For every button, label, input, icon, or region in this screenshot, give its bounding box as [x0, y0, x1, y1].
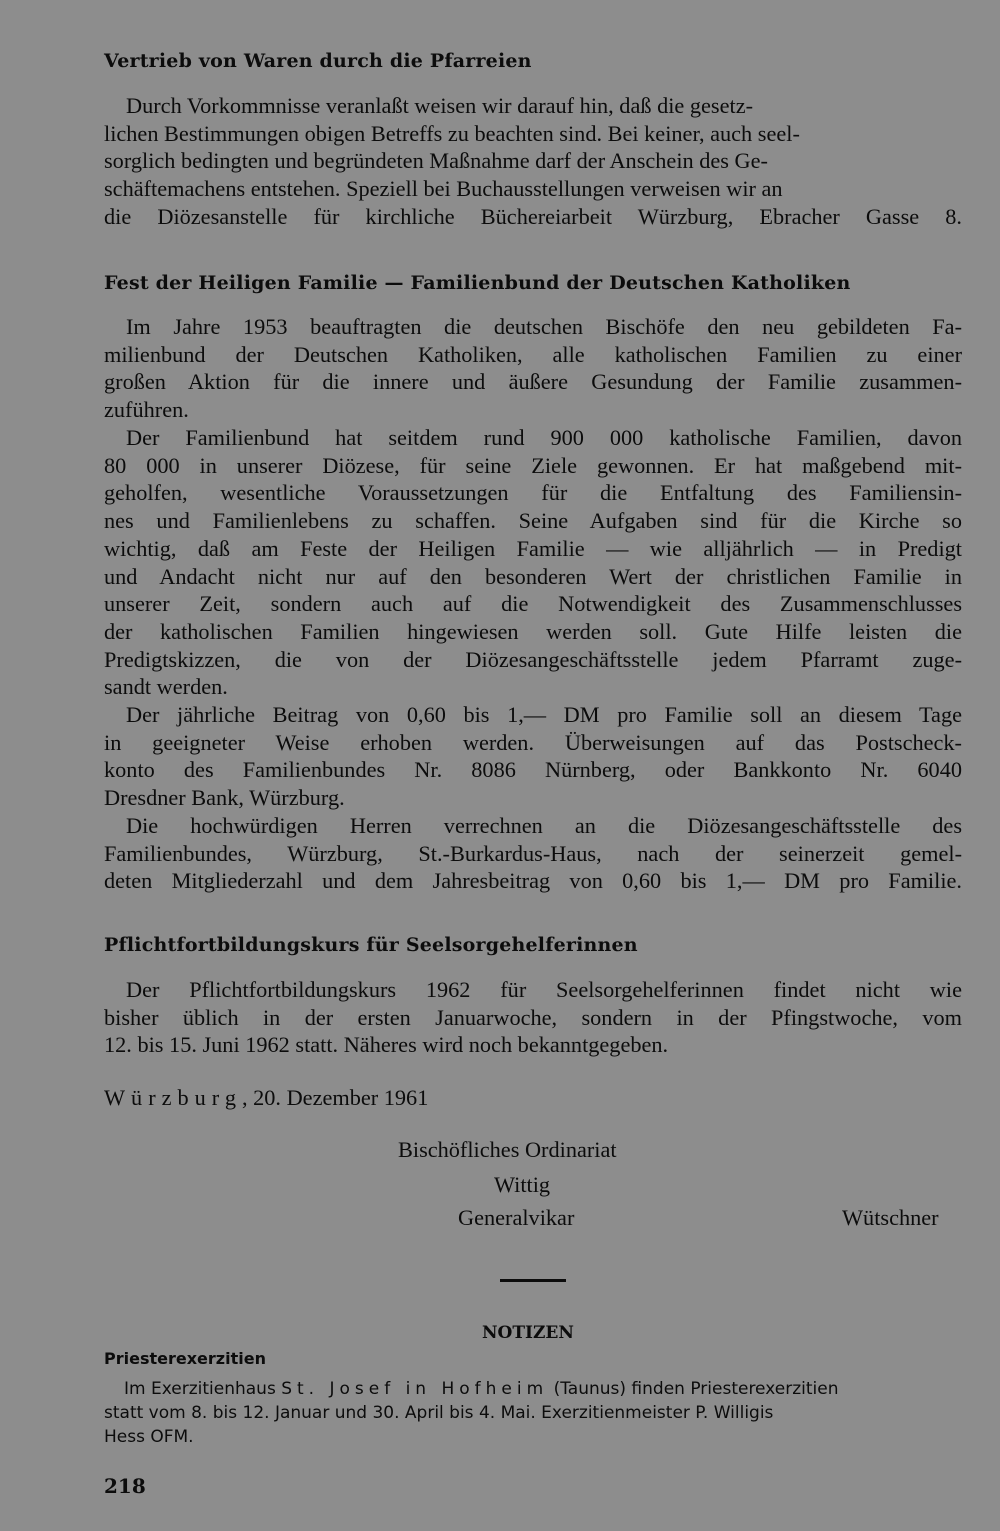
signature-office: Bischöfliches Ordinariat — [398, 1137, 617, 1162]
paragraph-familie-3 — [104, 701, 962, 812]
text-line: in geeigneter Weise erhoben werden. Überweisungen auf das Postscheck- — [104, 729, 962, 755]
notes-heading: Priesterexerzitien — [104, 1349, 266, 1368]
signature-name: Wittig — [494, 1172, 551, 1197]
dateline-date: , 20. Dezember 1961 — [241, 1085, 429, 1110]
paragraph-familie-2 — [104, 424, 962, 701]
signature-title: Generalvikar — [458, 1205, 575, 1230]
text-line: und Andacht nicht nur auf den besonderen Wert der christlichen Familie in — [104, 563, 962, 589]
text-line: sorglich bedingten und begründeten Maßnahme darf der Anschein des Ge- — [104, 148, 768, 174]
notes-line: statt vom 8. bis 12. Januar und 30. April bis 4. Mai. Exerzitienmeister P. Willigis — [104, 1403, 774, 1423]
text-line: großen Aktion für die innere und äußere Gesundung der Familie zusammen- — [104, 369, 962, 395]
section-heading-familie: Fest der Heiligen Familie — Familienbund der Deutschen Katholiken — [104, 272, 851, 294]
text-line: die Diözesanstelle für kirchliche Büchereiarbeit Würzburg, Ebracher Gasse 8. — [104, 203, 962, 229]
paragraph-familie-4 — [104, 812, 962, 895]
text-line: unserer Zeit, sondern auch auf die Notwendigkeit des Zusammenschlusses — [104, 591, 962, 617]
notes-line — [104, 1377, 962, 1401]
paragraph-familie-1 — [104, 313, 962, 424]
text-line: Predigtskizzen, die von der Diözesangeschäftsstelle jedem Pfarramt zuge- — [104, 646, 962, 672]
text-line: sandt werden. — [104, 674, 228, 700]
text-line: konto des Familienbundes Nr. 8086 Nürnberg, oder Bankkonto Nr. 6040 — [104, 757, 962, 783]
notes-title: NOTIZEN — [482, 1323, 574, 1343]
text-line: der katholischen Familien hingewiesen werden soll. Gute Hilfe leisten die — [104, 618, 962, 644]
text-line: deten Mitgliederzahl und dem Jahresbeitrag von 0,60 bis 1,— DM pro Familie. — [104, 868, 962, 894]
text-line: Durch Vorkommnisse veranlaßt weisen wir darauf hin, daß die gesetz- — [126, 93, 754, 118]
text-line: bisher üblich in der ersten Januarwoche, sondern in der Pfingstwoche, vom — [104, 1004, 962, 1030]
text-line: Dresdner Bank, Würzburg. — [104, 785, 345, 811]
text-line: zuführen. — [104, 397, 189, 423]
text-line: Der Familienbund hat seitdem rund 900 000 katholische Familien, davon — [126, 425, 962, 450]
text-line: Der jährliche Beitrag von 0,60 bis 1,— DM pro Familie soll an diesem Tage — [126, 702, 962, 727]
notes-line-part: Im Exerzitienhaus — [124, 1379, 282, 1399]
text-line: Im Jahre 1953 beauftragten die deutschen Bischöfe den neu gebildeten Fa- — [126, 314, 962, 339]
text-line: milienbund der Deutschen Katholiken, alle katholischen Familien zu einer — [104, 341, 962, 367]
signature-second-name: Wütschner — [842, 1205, 939, 1230]
text-line: Der Pflichtfortbildungskurs 1962 für Seelsorgehelferinnen findet nicht wie — [126, 977, 962, 1002]
dateline — [104, 1085, 428, 1111]
text-line: nes und Familienlebens zu schaffen. Seine Aufgaben sind für die Kirche so — [104, 508, 962, 534]
paragraph-pflichtfortbildung — [104, 976, 962, 1059]
text-line: wichtig, daß am Feste der Heiligen Familie — wie alljährlich — in Predigt — [104, 535, 962, 561]
notes-line-part: (Taunus) finden Priesterexerzitien — [548, 1379, 839, 1399]
text-line: 12. bis 15. Juni 1962 statt. Näheres wird noch bekanntgegeben. — [104, 1032, 669, 1058]
notes-paragraph — [104, 1377, 962, 1449]
dateline-place: Würzburg — [104, 1085, 242, 1110]
section-heading-pflichtfortbildung: Pflichtfortbildungskurs für Seelsorgehelferinnen — [104, 934, 638, 956]
notes-line: Hess OFM. — [104, 1427, 194, 1447]
page-number: 218 — [104, 1474, 146, 1498]
text-line: 80 000 in unserer Diözese, für seine Ziele gewonnen. Er hat maßgebend mit- — [104, 452, 962, 478]
text-line: geholfen, wesentliche Voraussetzungen für die Entfaltung des Familiensin- — [104, 480, 962, 506]
notes-line-place: St. Josef in Hofheim — [281, 1379, 549, 1399]
section-heading-vertrieb: Vertrieb von Waren durch die Pfarreien — [104, 50, 532, 72]
text-line: Die hochwürdigen Herren verrechnen an die Diözesangeschäftsstelle des — [126, 813, 962, 838]
section-divider — [500, 1279, 566, 1282]
paragraph-vertrieb — [104, 92, 962, 231]
text-line: lichen Bestimmungen obigen Betreffs zu beachten sind. Bei keiner, auch seel- — [104, 120, 800, 146]
text-line: Familienbundes, Würzburg, St.-Burkardus-Haus, nach der seinerzeit gemel- — [104, 840, 962, 866]
text-line: schäftemachens entstehen. Speziell bei Buchausstellungen verweisen wir an — [104, 176, 783, 202]
